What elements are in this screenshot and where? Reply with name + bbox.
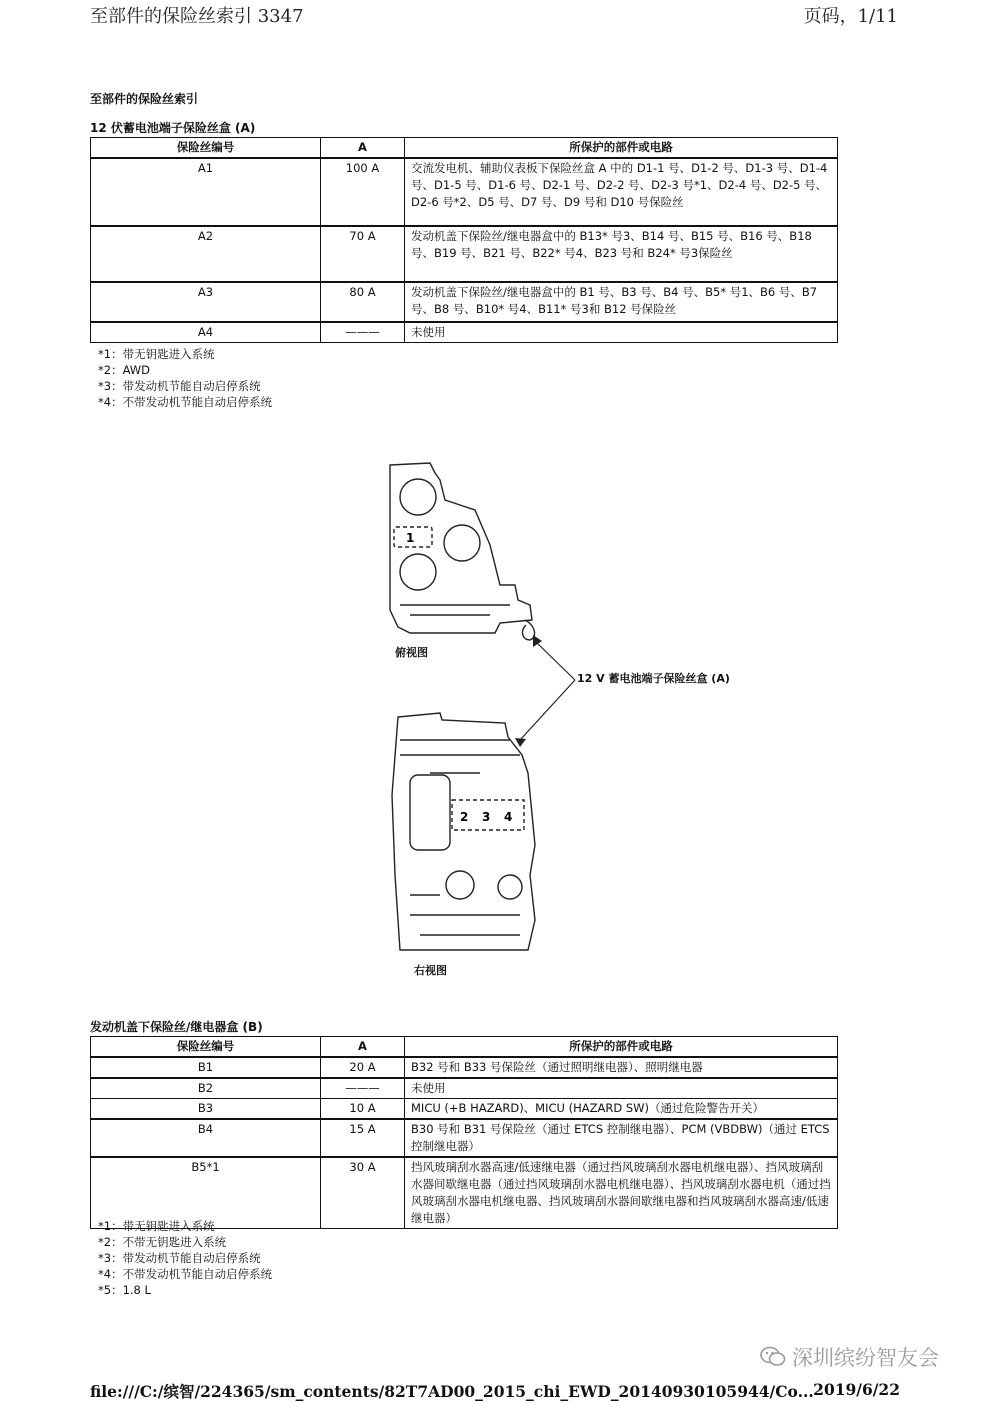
footnote: *4：不带发动机节能自动启停系统 <box>98 395 273 409</box>
col-header-fuse-no: 保险丝编号 <box>91 138 321 159</box>
table-row <box>91 158 838 226</box>
table-row <box>91 1099 838 1120</box>
col-header-circuit: 所保护的部件或电路 <box>405 1037 838 1058</box>
fuse-table-a <box>90 137 838 343</box>
amperage-cell: ——— <box>321 1078 405 1099</box>
top-view-outline <box>390 463 532 633</box>
table-row <box>91 322 838 343</box>
page-title: 至部件的保险丝索引 <box>90 92 199 106</box>
fuse-number-cell: A3 <box>91 282 321 322</box>
footnote: *2：不带无钥匙进入系统 <box>98 1235 227 1249</box>
circuit-cell: B32 号和 B33 号保险丝（通过照明继电器）、照明继电器 <box>405 1057 838 1078</box>
fuse-label-3: 3 <box>482 810 491 824</box>
circuit-cell: 发动机盖下保险丝/继电器盒中的 B13* 号3、B14 号、B15 号、B16 号、B18 号、B19 号、B21 号、B22* 号4、B23 号和 B24* 号3保险丝 <box>405 226 838 282</box>
footnote: *3：带发动机节能自动启停系统 <box>98 1251 261 1265</box>
fuse-label-1: 1 <box>406 531 415 545</box>
header-title: 至部件的保险丝索引 3347 <box>90 6 304 27</box>
amperage-cell: 10 A <box>321 1099 405 1120</box>
footnote: *3：带发动机节能自动启停系统 <box>98 379 261 393</box>
watermark-text: 深圳缤纷智友会 <box>792 1346 939 1370</box>
footnote: *4：不带发动机节能自动启停系统 <box>98 1267 273 1281</box>
footer-date: 2019/6/22 <box>813 1380 900 1399</box>
table-a-title: 12 伏蓄电池端子保险丝盒 (A) <box>90 121 256 135</box>
footnote: *1：带无钥匙进入系统 <box>98 347 215 361</box>
table-row <box>91 226 838 282</box>
fuse-number-cell: B3 <box>91 1099 321 1120</box>
table-row <box>91 1057 838 1078</box>
fuse-table-b <box>90 1036 838 1229</box>
circuit-cell: 交流发电机、辅助仪表板下保险丝盒 A 中的 D1-1 号、D1-2 号、D1-3 号、D1-4 号、D1-5 号、D1-6 号、D2-1 号、D2-2 号、D2-3 号*1、D2-4 号、D2-5 号、D2-6 号*2、D5 号、D7 号、D9 号和 D10 号保险丝 <box>405 158 838 226</box>
footnote: *1：带无钥匙进入系统 <box>98 1219 215 1233</box>
watermark <box>760 1342 939 1372</box>
table-b-title: 发动机盖下保险丝/继电器盒 (B) <box>90 1020 263 1034</box>
amperage-cell: 30 A <box>321 1157 405 1229</box>
fuse-label-4: 4 <box>504 810 513 824</box>
footnote: *5：1.8 L <box>98 1283 151 1297</box>
fuse-number-cell: A1 <box>91 158 321 226</box>
circuit-cell: 未使用 <box>405 322 838 343</box>
footnote: *2：AWD <box>98 363 151 377</box>
footer-file-path: file:///C:/缤智/224365/sm_contents/82T7AD00_2015_chi_EWD_20140930105944/Co... <box>90 1382 814 1401</box>
amperage-cell: 100 A <box>321 158 405 226</box>
col-header-amp: A <box>321 138 405 159</box>
fuse-label-2: 2 <box>460 810 469 824</box>
circuit-cell: MICU (+B HAZARD)、MICU (HAZARD SW)（通过危险警告开关） <box>405 1099 838 1120</box>
fuse-number-cell: B1 <box>91 1057 321 1078</box>
table-row <box>91 1119 838 1157</box>
col-header-fuse-no: 保险丝编号 <box>91 1037 321 1058</box>
amperage-cell: 15 A <box>321 1119 405 1157</box>
wechat-icon <box>760 1346 786 1368</box>
amperage-cell: 70 A <box>321 226 405 282</box>
fuse-box-diagram <box>370 455 770 990</box>
header-page-number: 页码，1/11 <box>803 6 898 27</box>
circuit-cell: B30 号和 B31 号保险丝（通过 ETCS 控制继电器）、PCM (VBDBW)（通过 ETCS 控制继电器） <box>405 1119 838 1157</box>
table-a-notes <box>98 346 272 410</box>
fuse-number-cell: A4 <box>91 322 321 343</box>
circuit-cell: 挡风玻璃刮水器高速/低速继电器（通过挡风玻璃刮水器电机继电器）、挡风玻璃刮水器间歇继电器（通过挡风玻璃刮水器电机继电器）、挡风玻璃刮水器电机（通过挡风玻璃刮水器电机继电器、挡风玻璃刮水器间歇继电器和挡风玻璃刮水器高速/低速继电器） <box>405 1157 838 1229</box>
col-header-circuit: 所保护的部件或电路 <box>405 138 838 159</box>
top-view-label: 俯视图 <box>395 646 428 659</box>
table-b-notes <box>98 1218 272 1298</box>
fuse-number-cell: B4 <box>91 1119 321 1157</box>
table-row <box>91 282 838 322</box>
right-view-label: 右视图 <box>414 964 447 977</box>
circuit-cell: 未使用 <box>405 1078 838 1099</box>
col-header-amp: A <box>321 1037 405 1058</box>
amperage-cell: 80 A <box>321 282 405 322</box>
fuse-number-cell: A2 <box>91 226 321 282</box>
fuse-box-callout: 12 V 蓄电池端子保险丝盒 (A) <box>577 672 730 685</box>
circuit-cell: 发动机盖下保险丝/继电器盒中的 B1 号、B3 号、B4 号、B5* 号1、B6 号、B7 号、B8 号、B10* 号4、B11* 号3和 B12 号保险丝 <box>405 282 838 322</box>
amperage-cell: 20 A <box>321 1057 405 1078</box>
amperage-cell: ——— <box>321 322 405 343</box>
fuse-number-cell: B2 <box>91 1078 321 1099</box>
fuse-number-cell: B5*1 <box>91 1157 321 1229</box>
table-row <box>91 1078 838 1099</box>
